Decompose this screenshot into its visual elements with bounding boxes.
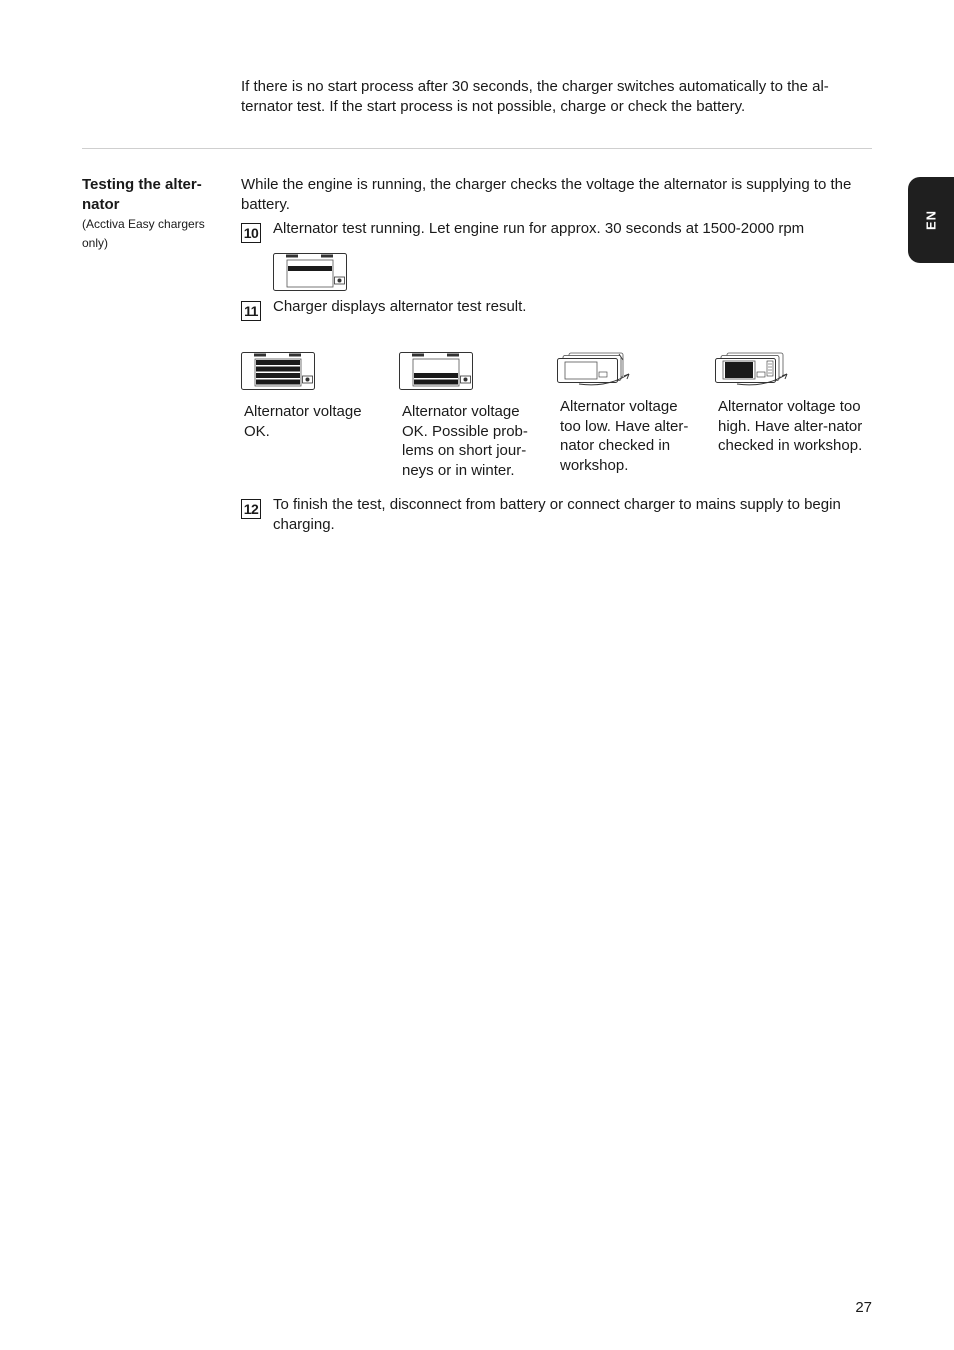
- section-divider: [82, 148, 872, 149]
- step-text-12: To finish the test, disconnect from battery or connect charger to mains supply to begin charging.: [273, 496, 841, 533]
- step-text-11: Charger displays alternator test result.: [273, 298, 527, 315]
- step-text-10: Alternator test running. Let engine run for approx. 30 seconds at 1500-2000 rpm: [273, 220, 805, 237]
- battery-display-running-icon: [273, 253, 347, 291]
- step-number-11: 11: [241, 301, 261, 321]
- intro-paragraph: If there is no start process after 30 seconds, the charger switches automatically to the al-ternator test. If the start process is not possible, charge or check the battery.: [241, 78, 829, 115]
- step-number-12: 12: [241, 499, 261, 519]
- battery-display-partial-icon: [399, 352, 473, 390]
- battery-display-high-icon: [715, 352, 791, 386]
- result-caption-ok-partial: Alternator voltage OK. Possible prob-lems on short jour-neys or in winter.: [402, 403, 528, 479]
- battery-display-low-icon: [557, 352, 633, 386]
- step-number-10: 10: [241, 223, 261, 243]
- result-caption-too-low: Alternator voltage too low. Have alter-nator checked in workshop.: [560, 398, 689, 474]
- language-tab-label: EN: [923, 209, 939, 231]
- section-title: Testing the alter-nator: [82, 176, 202, 213]
- battery-display-full-icon: [241, 352, 315, 390]
- page-number: 27: [855, 1299, 872, 1316]
- result-caption-too-high: Alternator voltage too high. Have alter-nator checked in workshop.: [718, 398, 863, 454]
- result-caption-ok: Alternator voltage OK.: [244, 403, 362, 440]
- language-tab: [908, 177, 954, 263]
- section-lead-paragraph: While the engine is running, the charger checks the voltage the alternator is supplying to the battery.: [241, 176, 852, 213]
- section-note: (Acctiva Easy chargers only): [82, 217, 205, 250]
